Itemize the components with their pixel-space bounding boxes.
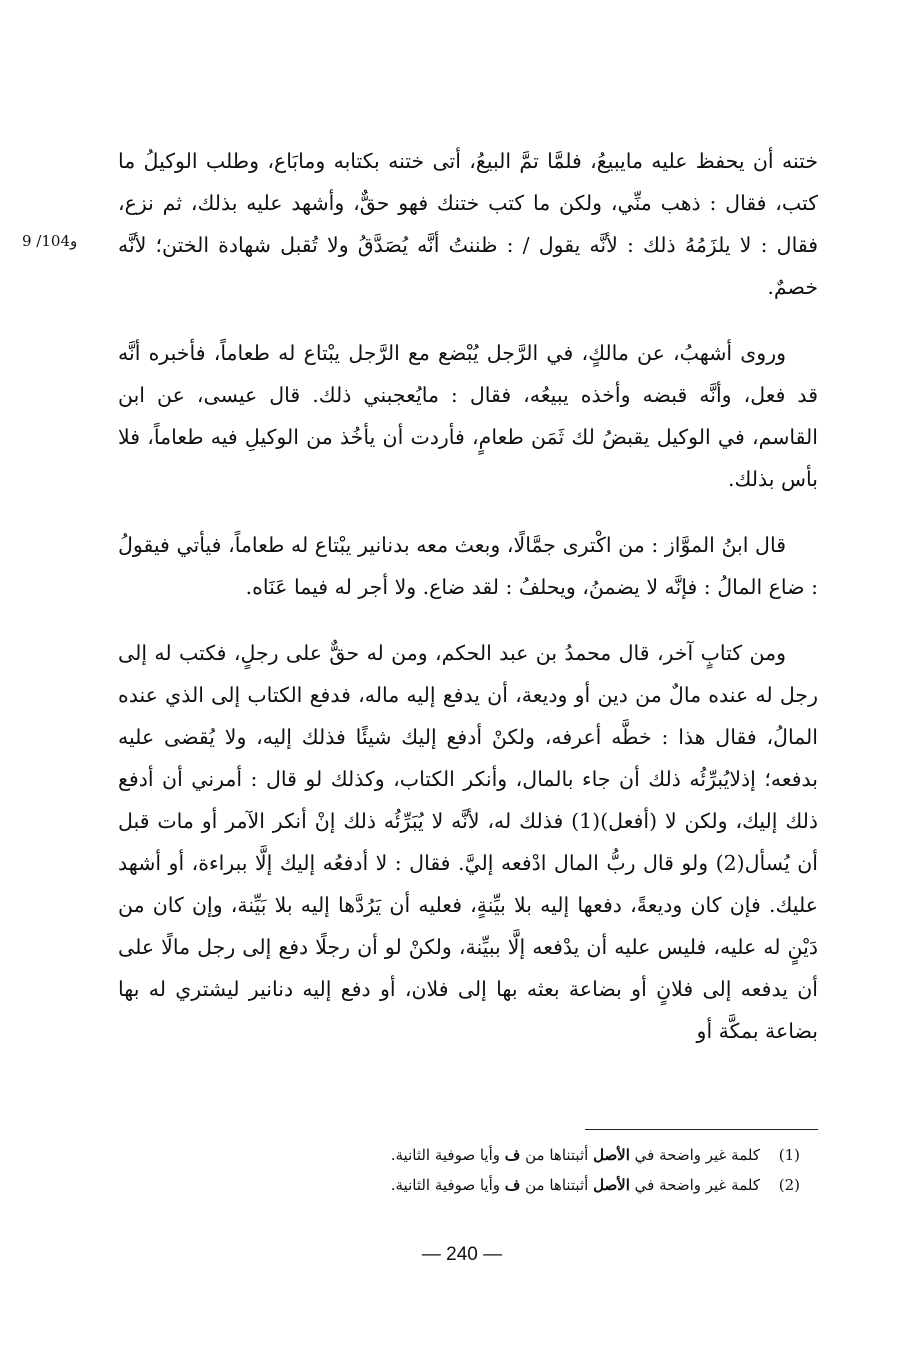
paragraph: ختنه أن يحفظ عليه مايبيعُ، فلمَّا تمَّ البيعُ، أتى ختنه بكتابه ومابَاع، وطلب الوكيلُ ما كتب، فقال : ذهب منِّي، ولكن ما كتب ختنك فهو حقٌّ، وأشهد عليه بذلك، ثم نزع، فقال : لا يلزَمُهُ ذلك : لأنَّه يقول / : ظننتُ أنَّه يُصَدَّقُ ولا تُقبل شهادة الختن؛ لأنَّه خصمٌ. (118, 149, 818, 299)
paragraph: ومن كتابٍ آخر، قال محمدُ بن عبد الحكم، ومن له حقٌّ على رجلٍ، فكتب له إلى رجل له عنده مالٌ من دين أو وديعة، أن يدفع إليه ماله، فدفع الكتاب إلى الذي عنده المالُ، فقال هذا : خطَّه أعرفه، ولكنْ أدفع إليك شيئًا فذلك إليه، ولا يُقضى عليه بدفعه؛ إذلايُبرِّئُه ذلك أن جاء بالمال، وأنكر الكتاب، وكذلك لو قال : أمرني أن أدفع ذلك إليك، ولكن لا (أفعل)(1) فذلك له، لأنَّه لا يُبَرِّئُه ذلك إنْ أنكر الآمر أو مات قبل أن يُسأل(2) ولو قال ربُّ المال ادْفعه إليَّ. فقال : لا أدفعُه إليك إلَّا ببراءة، أو أشهد عليك. فإن كان وديعةً، دفعها إليه بلا بيِّنةٍ، فعليه أن يَرُدَّها إليه بلا بَيِّنة، وإن كان من دَيْنٍ له عليه، فليس عليه أن يدْفعه إلَّا ببيِّنة، ولكنْ لو أن رجلًا دفع إلى رجل مالًا على أن يدفعه إلى فلانٍ أو بضاعة بعثه بها إلى فلان، أو دفع إليه دنانير ليشتري له بها بضاعة بمكَّة أو (118, 641, 818, 1043)
footnote-number: (1) (778, 1146, 800, 1164)
paragraph: قال ابنُ الموَّاز : من اكْترى جمَّالًا، وبعث معه بدنانير يبْتاع له طعاماً، فيأتي فيقولُ : ضاع المالُ : فإنَّه لا يضمنُ، ويحلفُ : لقد ضاع. ولا أجر له فيما عَنَاه. (118, 533, 818, 599)
page-number: — 240 — (421, 1244, 503, 1265)
footnote-text: كلمة غير واضحة في الأصل أثبتناها من ف وأيا صوفية الثانية. (390, 1176, 760, 1194)
footnote (300, 1140, 800, 1170)
footnote-text: كلمة غير واضحة في الأصل أثبتناها من ف وأيا صوفية الثانية. (390, 1146, 760, 1164)
main-text (118, 140, 818, 1076)
footnote-number: (2) (778, 1176, 800, 1194)
footnote-divider (585, 1129, 818, 1130)
manuscript-folio-marker: 9 /104و (22, 232, 78, 250)
paragraph: وروى أشهبُ، عن مالكٍ، في الرَّجل يُبْضع مع الرَّجل يبْتاع له طعاماً، فأخبره أنَّه قد فعل، وأنَّه قبضه وأخذه يبيعُه، فقال : مايُعجبني ذلك. قال عيسى، عن ابن القاسم، في الوكيل يقبضُ لك ثَمَن طعامٍ، فأردت أن يأخُذ من الوكيلِ فيه طعاماً، فلا بأس بذلك. (118, 341, 818, 491)
footnote (300, 1170, 800, 1200)
footnotes (300, 1140, 800, 1200)
